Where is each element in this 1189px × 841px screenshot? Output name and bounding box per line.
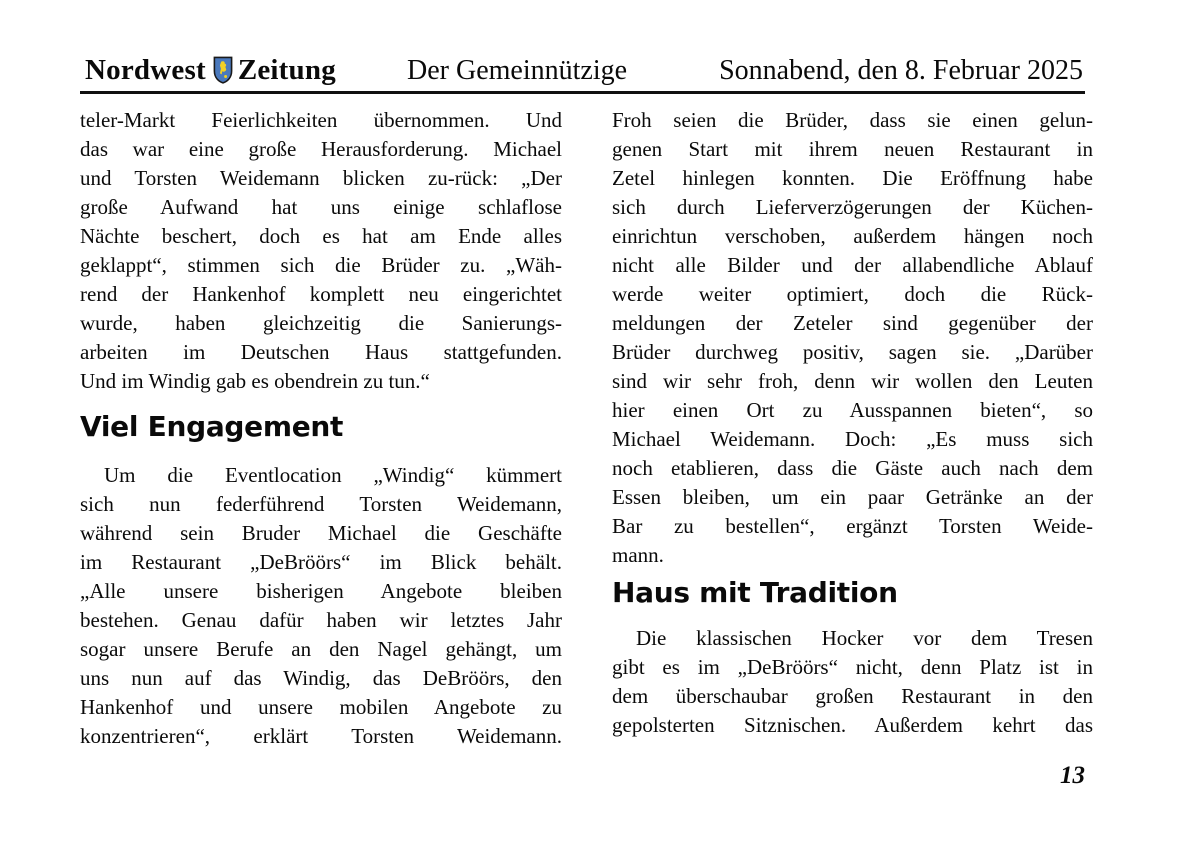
text-line: genen Start mit ihrem neuen Restaurant in [612, 137, 1093, 161]
text-line: hier einen Ort zu Ausspannen bieten“, so [612, 398, 1093, 422]
text-line: noch etablieren, dass die Gäste auch nach dem [612, 456, 1093, 480]
masthead [80, 54, 1085, 90]
text-line: dem überschaubar großen Restaurant in den [612, 684, 1093, 708]
text-line: Bar zu bestellen“, ergänzt Torsten Weide- [612, 514, 1093, 538]
text-line: das war eine große Herausforderung. Michael [80, 137, 562, 161]
text-line: Essen bleiben, um ein paar Getränke an der [612, 485, 1093, 509]
text-line: Froh seien die Brüder, dass sie einen gelun- [612, 108, 1093, 132]
masthead-center-title: Der Gemeinnützige [407, 55, 628, 86]
text-line: geklappt“, stimmen sich die Brüder zu. „Wäh- [80, 253, 562, 277]
text-line: werde weiter optimiert, doch die Rück- [612, 282, 1093, 306]
text-line: gibt es im „DeBröörs“ nicht, denn Platz ist in [612, 655, 1093, 679]
text-line: wurde, haben gleichzeitig die Sanierungs- [80, 311, 562, 335]
text-line: im Restaurant „DeBröörs“ im Blick behält. [80, 550, 562, 574]
text-line: Und im Windig gab es obendrein zu tun.“ [80, 369, 430, 393]
text-line: Zetel hinlegen konnten. Die Eröffnung habe [612, 166, 1093, 190]
section-heading-viel-engagement: Viel Engagement [80, 410, 344, 443]
masthead-date: Sonnabend, den 8. Februar 2025 [719, 55, 1083, 86]
text-line: konzentrieren“, erklärt Torsten Weidemann. [80, 724, 562, 748]
text-line: „Alle unsere bisherigen Angebote bleiben [80, 579, 562, 603]
text-line: und Torsten Weidemann blicken zu-rück: „Der [80, 166, 562, 190]
text-line: gepolsterten Sitznischen. Außerdem kehrt das [612, 713, 1093, 737]
text-line: Nächte beschert, doch es hat am Ende alles [80, 224, 562, 248]
text-line: nicht alle Bilder und der allabendliche Ablauf [612, 253, 1093, 277]
text-line: während sein Bruder Michael die Geschäfte [80, 521, 562, 545]
text-line: teler-Markt Feierlichkeiten übernommen. Und [80, 108, 562, 132]
text-line: Brüder durchweg positiv, sagen sie. „Darüber [612, 340, 1093, 364]
text-line: sich durch Lieferverzögerungen der Küchen- [612, 195, 1093, 219]
paragraph [80, 461, 562, 751]
text-line: meldungen der Zeteler sind gegenüber der [612, 311, 1093, 335]
article-column-left [80, 106, 562, 751]
brand-name-right: Zeitung [237, 54, 336, 86]
masthead-divider-rule [80, 91, 1085, 94]
text-line: uns nun auf das Windig, das DeBröörs, den [80, 666, 562, 690]
text-line: große Aufwand hat uns einige schlaflose [80, 195, 562, 219]
paragraph [612, 106, 1093, 570]
text-line: rend der Hankenhof komplett neu eingerichtet [80, 282, 562, 306]
paragraph [612, 624, 1093, 740]
section-heading-haus-mit-tradition: Haus mit Tradition [612, 576, 898, 609]
text-line: Hankenhof und unsere mobilen Angebote zu [80, 695, 562, 719]
text-line: sich nun federführend Torsten Weidemann, [80, 492, 562, 516]
text-line: bestehen. Genau dafür haben wir letztes Jahr [80, 608, 562, 632]
paragraph [80, 106, 562, 396]
page-number: 13 [1060, 762, 1085, 789]
text-line: Um die Eventlocation „Windig“ kümmert [104, 463, 562, 487]
masthead-brand [85, 54, 336, 92]
text-line: sind wir sehr froh, denn wir wollen den Leuten [612, 369, 1093, 393]
text-line: Die klassischen Hocker vor dem Tresen [636, 626, 1093, 650]
coat-of-arms-icon [213, 56, 233, 92]
text-line: mann. [612, 543, 664, 567]
text-line: einrichtun verschoben, außerdem hängen noch [612, 224, 1093, 248]
text-line: arbeiten im Deutschen Haus stattgefunden. [80, 340, 562, 364]
text-line: sogar unsere Berufe an den Nagel gehängt, um [80, 637, 562, 661]
text-line: Michael Weidemann. Doch: „Es muss sich [612, 427, 1093, 451]
brand-name-left: Nordwest [85, 54, 206, 86]
article-column-right [612, 106, 1093, 740]
